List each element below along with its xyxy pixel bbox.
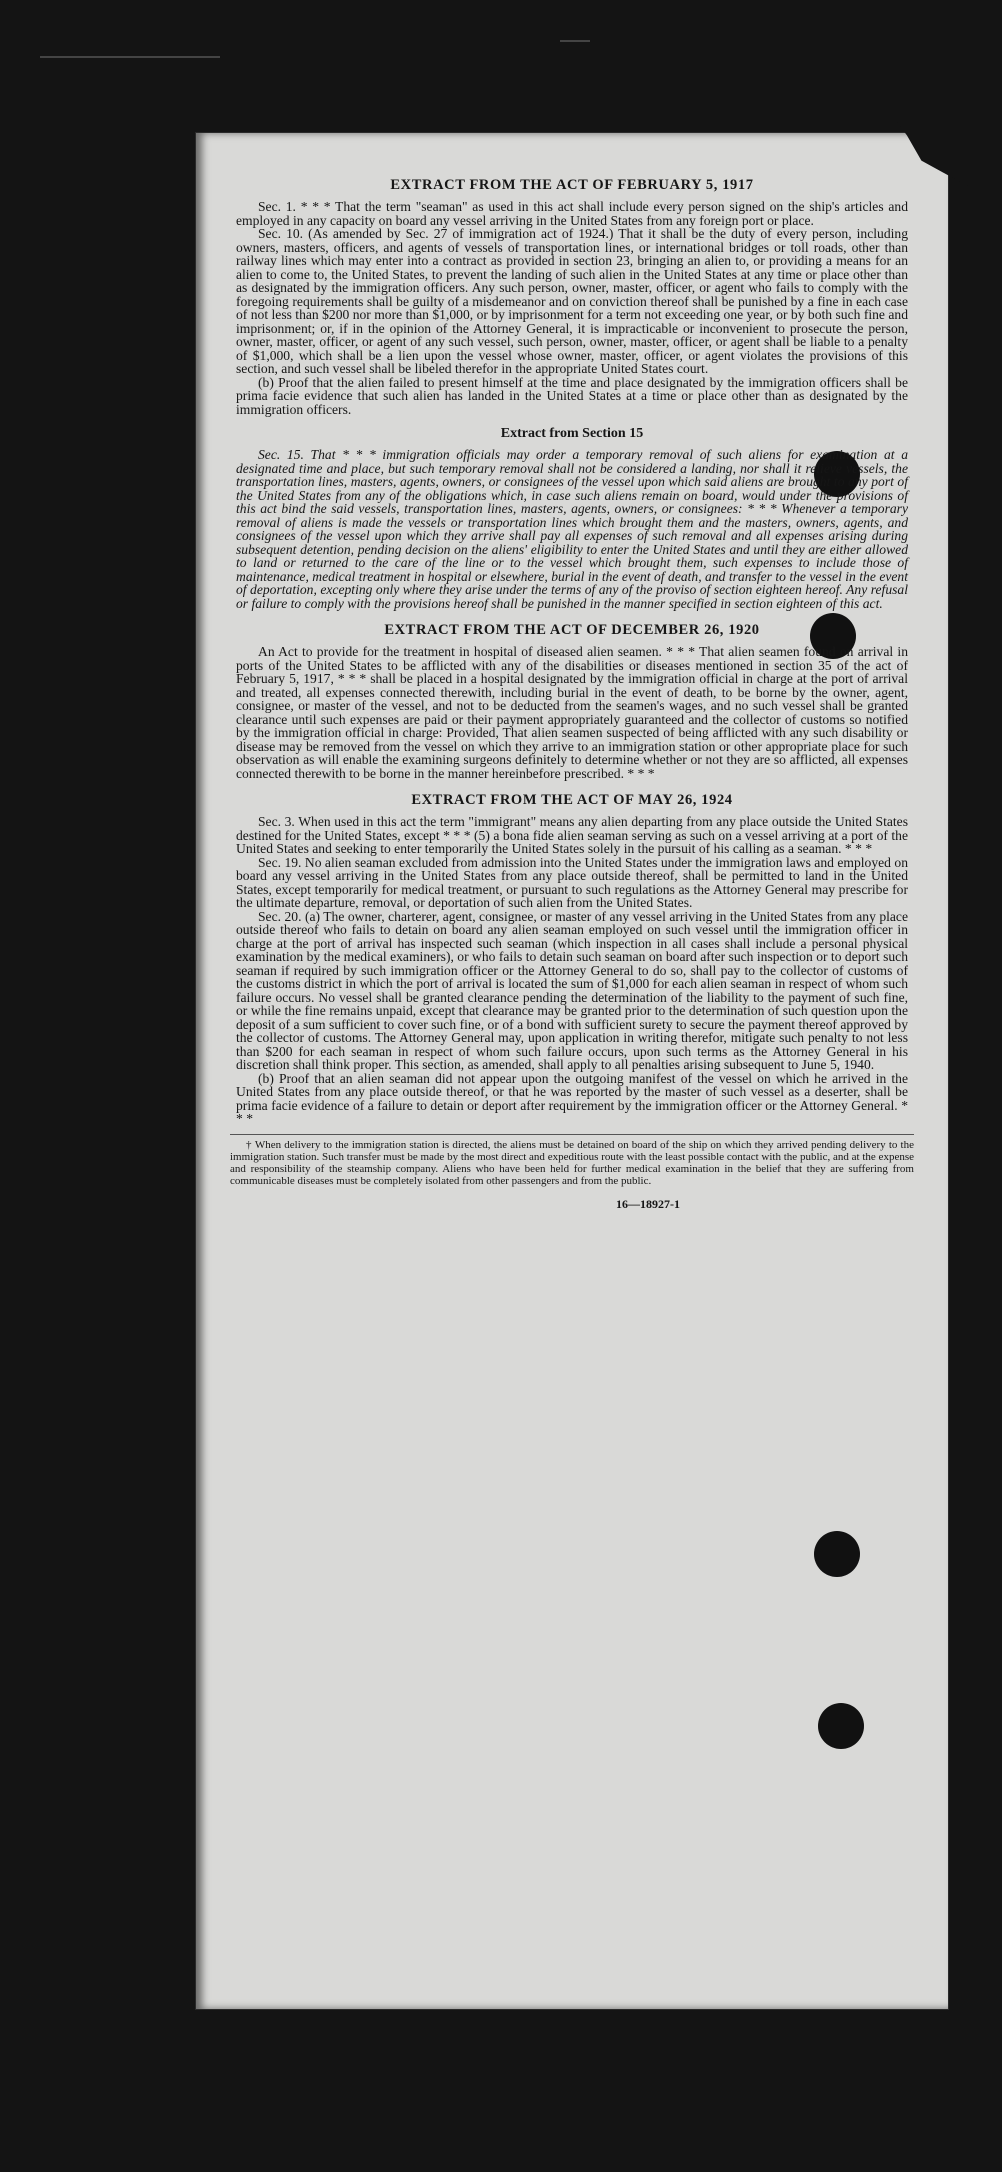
section-subheading: Extract from Section 15: [500, 426, 644, 441]
footnote: † When delivery to the immigration station is directed, the aliens must be detained on board of the ship on which they arrived pending delivery to the immigration station. Such transfer must be made by the most direct and expeditious route with the least possible contact with the public, and at the expense and responsibility of the steamship company. Aliens who have been held for further medical examination in the belief that they are suffering from communicable diseases must be completely isolated from other passengers and from the public.: [230, 1134, 914, 1187]
document-page: [196, 133, 948, 2009]
punch-hole: [818, 1703, 864, 1749]
section-heading: EXTRACT FROM THE ACT OF FEBRUARY 5, 1917: [390, 177, 754, 193]
section-heading: EXTRACT FROM THE ACT OF MAY 26, 1924: [411, 792, 733, 808]
section-act-1920: [196, 622, 948, 780]
scan-edge-line: [40, 56, 220, 58]
document-text: [196, 177, 948, 1212]
paragraph-act-1920: An Act to provide for the treatment in hospital of diseased alien seamen. * * * That alien seamen found on arrival in ports of the United States to be afflicted with any of the disabilities or diseases mentioned in section 35 of the act of February 5, 1917, * * * shall be placed in a hospital designated by the immigration official in charge at the port of arrival and treated, all expenses connected therewith, including burial in the event of death, to be borne by the owner, agent, consignee, or master of the vessel, and not to be deducted from the seamen's wages, and no such vessel shall be granted clearance until such expenses are paid or their payment appropriately guaranteed and the collector of customs so notified by the immigration official in charge: Provided, That alien seamen suspected of being afflicted with any such disability or disease may be removed from the vessel on which they arrive to an immigration station or other appropriate place for such observation as will enable the examining surgeons definitely to determine whether or not they are so afflicted, all expenses connected therewith to be borne in the manner hereinbefore prescribed. * * *: [236, 644, 908, 781]
section-act-1917: [196, 177, 948, 416]
section-act-1924: [196, 792, 948, 1126]
paragraph-sec-20-b: (b) Proof that an alien seaman did not appear upon the outgoing manifest of the vessel on which he arrived in the United States from any place outside thereof, or that he was reported by the master of such vessel as a deserter, shall be prima facie evidence of a failure to detain or deport after requirement by the immigration officer or the Attorney General. * * *: [236, 1070, 908, 1126]
punch-hole: [814, 1531, 860, 1577]
section-heading: EXTRACT FROM THE ACT OF DECEMBER 26, 1920: [384, 622, 760, 638]
paragraph-sec-10-b: (b) Proof that the alien failed to present himself at the time and place designated by the immigration officers shall be prima facie evidence that such alien has landed in the United States at a time or place other than as designated by the immigration officers.: [236, 374, 908, 417]
scan-edge-line: [560, 40, 590, 42]
form-number: 16—18927-1: [616, 1196, 680, 1211]
paragraph-sec-15: Sec. 15. That * * * immigration officials may order a temporary removal of such aliens for examination at a designated time and place, but such temporary removal shall not be considered a landing, nor shall it relieve vessels, the transportation lines, masters, agents, owners, or consignees of the vessel upon which said aliens are brought to any port of the United States from any of the obligations which, in case such aliens remain on board, would under the provisions of this act bind the said vessels, transportation lines, masters, agents, owners, or consignees: * * * Whenever a temporary removal of aliens is made the vessels or transportation lines which brought them and the masters, owners, agents, and consignees of the vessel upon which they arrive shall pay all expenses of such removal and all expenses arising during subsequent detention, pending decision on the aliens' eligibility to enter the United States and until they are either allowed to land or returned to the care of the line or to the vessel which brought them, such expenses to include those of maintenance, medical treatment in hospital or elsewhere, burial in the event of death, and transfer to the vessel in the event of deportation, excepting only where they arise under the terms of any of the proviso of section eighteen hereof. Any refusal or failure to comply with the provisions hereof shall be punished in the manner specified in section eighteen of this act.: [236, 447, 908, 611]
paragraph-sec-10: Sec. 10. (As amended by Sec. 27 of immigration act of 1924.) That it shall be the duty of every person, including owners, masters, officers, and agents of vessels of transportation lines, or international bridges or toll roads, other than railway lines which may enter into a contract as provided in section 23, bringing an alien to, or providing a means for an alien to come to, the United States, to prevent the landing of such alien in the United States at any time or place other than as designated by the immigration officers. Any such person, owner, master, officer, or agent who fails to comply with the foregoing requirements shall be guilty of a misdemeanor and on conviction thereof shall be punished by a fine in each case of not less than $200 nor more than $1,000, or by imprisonment for a term not exceeding one year, or by both such fine and imprisonment; or, if in the opinion of the Attorney General, it is impracticable or inconvenient to prosecute the person, owner, master, officer, or agent of any such vessel, such person, owner, master, officer, or agent shall be liable to a penalty of $1,000, which shall be a lien upon the vessel whose owner, master, officer, or agent violates the provisions of this section, and such vessel shall be libeled therefor in the appropriate United States court.: [236, 226, 908, 376]
paragraph-sec-19: Sec. 19. No alien seaman excluded from admission into the United States under the immigration laws and employed on board any vessel arriving in the United States from any place outside thereof, shall be permitted to land in the United States, except temporarily for medical treatment, or pursuant to such regulations as the Attorney General may prescribe for the ultimate departure, removal, or deportation of such alien from the United States.: [236, 854, 908, 910]
paragraph-sec-1: Sec. 1. * * * That the term "seaman" as used in this act shall include every person signed on the ship's articles and employed in any capacity on board any vessel arriving in the United States from any foreign port or place.: [236, 199, 908, 228]
paragraph-sec-3: Sec. 3. When used in this act the term "immigrant" means any alien departing from any place outside the United States destined for the United States, except * * * (5) a bona fide alien seaman serving as such on a vessel arriving at a port of the United States and seeking to enter temporarily the United States solely in the pursuit of his calling as a seaman. * * *: [236, 814, 908, 856]
paragraph-sec-20-a: Sec. 20. (a) The owner, charterer, agent, consignee, or master of any vessel arriving in the United States from any place outside thereof who fails to detain on board any alien seaman employed on such vessel until the immigration officer in charge at the port of arrival has inspected such seaman (which inspection in all cases shall include a personal physical examination by the medical examiners), or who fails to detain such seaman on board after such inspection or to deport such seaman if required by such immigration officer or the Attorney General to do so, shall pay to the collector of customs of the customs district in which the port of arrival is located the sum of $1,000 for each alien seaman in respect of whom such failure occurs. No vessel shall be granted clearance pending the determination of the liability to the payment of such fine, or while the fine remains unpaid, except that clearance may be granted prior to the determination of such question upon the deposit of a sum sufficient to cover such fine, or of a bond with sufficient surety to secure the payment thereof approved by the collector of customs. The Attorney General may, upon application in writing therefor, mitigate such penalty to not less than $200 for each seaman in respect of whom such failure occurs, upon such terms as the Attorney General in his discretion shall think proper. This section, as amended, shall apply to all penalties arising subsequent to June 5, 1940.: [236, 908, 908, 1072]
section-extract-15: [196, 426, 948, 610]
